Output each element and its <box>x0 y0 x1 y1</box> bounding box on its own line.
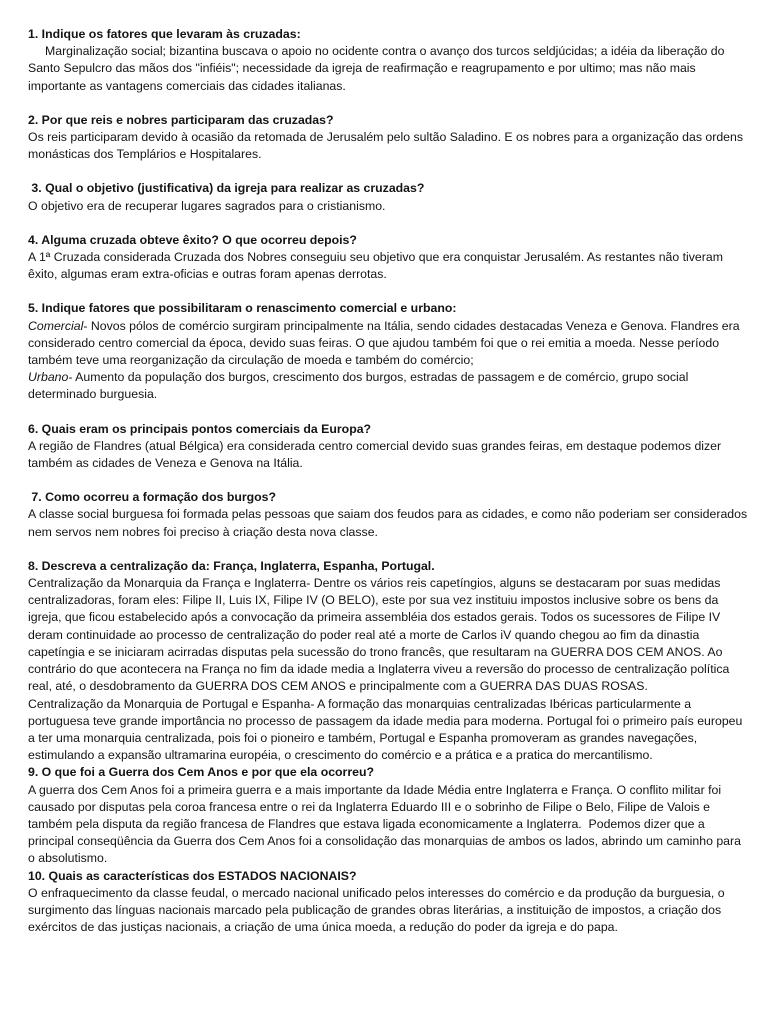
answer-lead-urban: Urbano <box>28 370 69 385</box>
question-heading: 4. Alguma cruzada obteve êxito? O que ocorreu depois? <box>28 232 357 247</box>
answer-text: A guerra dos Cem Anos foi a primeira guerra e a mais importante da Idade Média entre Inglaterra e França. O conflito militar foi causado por disputas pela coroa francesa entre o rei da Inglaterra Eduardo III e o sobrinho de Filipe o Belo, Filipe de Valois e também pela disputa da região francesa de Flandres que estava ligada economicamente a Inglaterra. Podemos dizer que a principal conseqüência da Guerra dos Cem Anos foi a consolidação das monarquias de ambos os lados, abrindo um caminho para o absolutismo. <box>28 782 745 866</box>
question-heading: 3. Qual o objetivo (justificativa) da igreja para realizar as cruzadas? <box>28 181 425 196</box>
question-heading: 1. Indique os fatores que levaram às cruzadas: <box>28 27 301 41</box>
question-heading: 8. Descreva a centralização da: França, Inglaterra, Espanha, Portugal. <box>28 558 435 573</box>
question-block-1 <box>28 26 750 95</box>
answer-text: A região de Flandres (atual Bélgica) era considerada centro comercial devido suas grandes feiras, em destaque podemos dizer também as cidades de Veneza e Genova na Itália. <box>28 438 722 471</box>
question-heading: 9. O que foi a Guerra dos Cem Anos e por que ela ocorreu? <box>28 765 374 780</box>
answer-commercial <box>28 318 750 370</box>
question-heading: 2. Por que reis e nobres participaram das cruzadas? <box>28 112 334 127</box>
question-heading: 6. Quais eram os principais pontos comerciais da Europa? <box>28 421 372 436</box>
question-block-6 <box>28 421 750 473</box>
answer-text: - Aumento da população dos burgos, crescimento dos burgos, estradas de passagem e de comércio, grupo social determinado burguesia. <box>28 370 689 402</box>
answer-france-england: Centralização da Monarquia da França e Inglaterra- Dentre os vários reis capetíngios, alguns se destacaram por suas medidas centralizadoras, foram eles: Filipe II, Luis IX, Filipe IV (O BELO), este por sua vez instituiu impostos inclusive sobre os bens da igreja, que ficou estabelecido após a convocação da primeira assembléia dos estados gerais. Todos os sucessores de Filipe IV deram continuidade ao processo de centralização do poder real até a morte de Carlos iV quando chegou ao fim da dinastia capetíngia e se iniciaram acirradas disputas pela sucessão do trono francês, que resultaram na GUERRA DOS CEM ANOS. Ao contrário do que acontecera na França no fim da idade media a Inglaterra viveu a reversão do processo de centralização política real, até, o desdobramento da GUERRA DOS CEM ANOS e principalmente com a GUERRA DAS DUAS ROSAS. <box>28 576 730 694</box>
answer-text: A 1ª Cruzada considerada Cruzada dos Nobres conseguiu seu objetivo que era conquistar Jerusalém. As restantes não tiveram êxito, algumas eram extra-oficias e outras foram apenas derrotas. <box>28 250 723 282</box>
question-block-8 <box>28 558 750 764</box>
answer-text: Os reis participaram devido à ocasião da retomada de Jerusalém pelo sultão Saladino. E os nobres para a organização das ordens monásticas dos Templários e Hospitalares. <box>28 130 744 162</box>
answer-text: O enfraquecimento da classe feudal, o mercado nacional unificado pelos interesses do comércio e da produção da burguesia, o surgimento das línguas nacionais marcado pela publicação de grandes obras literárias, a instituição de impostos, a criação dos exércitos de das justiças nacionais, a criação de uma única moeda, a redução do poder da igreja e do papa. <box>28 885 725 935</box>
answer-text: - Novos pólos de comércio surgiram principalmente na Itália, sendo cidades destacadas Veneza e Genova. Flandres era considerado centro comercial da época, devido suas feiras. O que ajudou também foi que o rei emitia a moeda. Nesse período também teve uma reorganização da circulação de moeda e também do comércio; <box>28 318 740 368</box>
question-block-5 <box>28 300 750 403</box>
question-block-10 <box>28 868 750 937</box>
question-block-2 <box>28 112 750 164</box>
question-heading: 10. Quais as características dos ESTADOS NACIONAIS? <box>28 868 357 883</box>
answer-text: A classe social burguesa foi formada pelas pessoas que saiam dos feudos para as cidades, e como não poderiam ser considerados nem servos nem nobres foi preciso à criação desta nova classe. <box>28 507 748 539</box>
answer-urban <box>28 369 750 403</box>
question-block-9 <box>28 764 750 867</box>
question-block-3 <box>28 180 750 214</box>
question-heading: 7. Como ocorreu a formação dos burgos? <box>28 490 277 505</box>
question-list <box>28 26 750 936</box>
question-block-4 <box>28 232 750 284</box>
question-heading: 5. Indique fatores que possibilitaram o renascimento comercial e urbano: <box>28 301 457 316</box>
question-block-7 <box>28 489 750 541</box>
answer-text: Marginalização social; bizantina buscava o apoio no ocidente contra o avanço dos turcos seldjúcidas; a idéia da liberação do Santo Sepulcro das mãos dos "infiéis"; necessidade da igreja de reafirmação e reagrupamento e por ultimo; mas não mais importante as vantagens comerciais das cidades italianas. <box>28 44 725 93</box>
answer-portugal-spain: Centralização da Monarquia de Portugal e Espanha- A formação das monarquias centralizadas Ibéricas particularmente a portuguesa teve grande importância no processo de passagem da idade media para moderna. Portugal foi o primeiro país europeu a ter uma monarquia centralizada, pois foi o pioneiro e também, Portugal e Espanha promoveram as grandes navegações, estimulando a expansão ultramarina européia, o crescimento do comércio e a prática e a pratica do mercantilismo. <box>28 696 743 763</box>
answer-lead-commercial: Comercial <box>28 318 84 333</box>
answer-text: O objetivo era de recuperar lugares sagrados para o cristianismo. <box>28 198 386 213</box>
